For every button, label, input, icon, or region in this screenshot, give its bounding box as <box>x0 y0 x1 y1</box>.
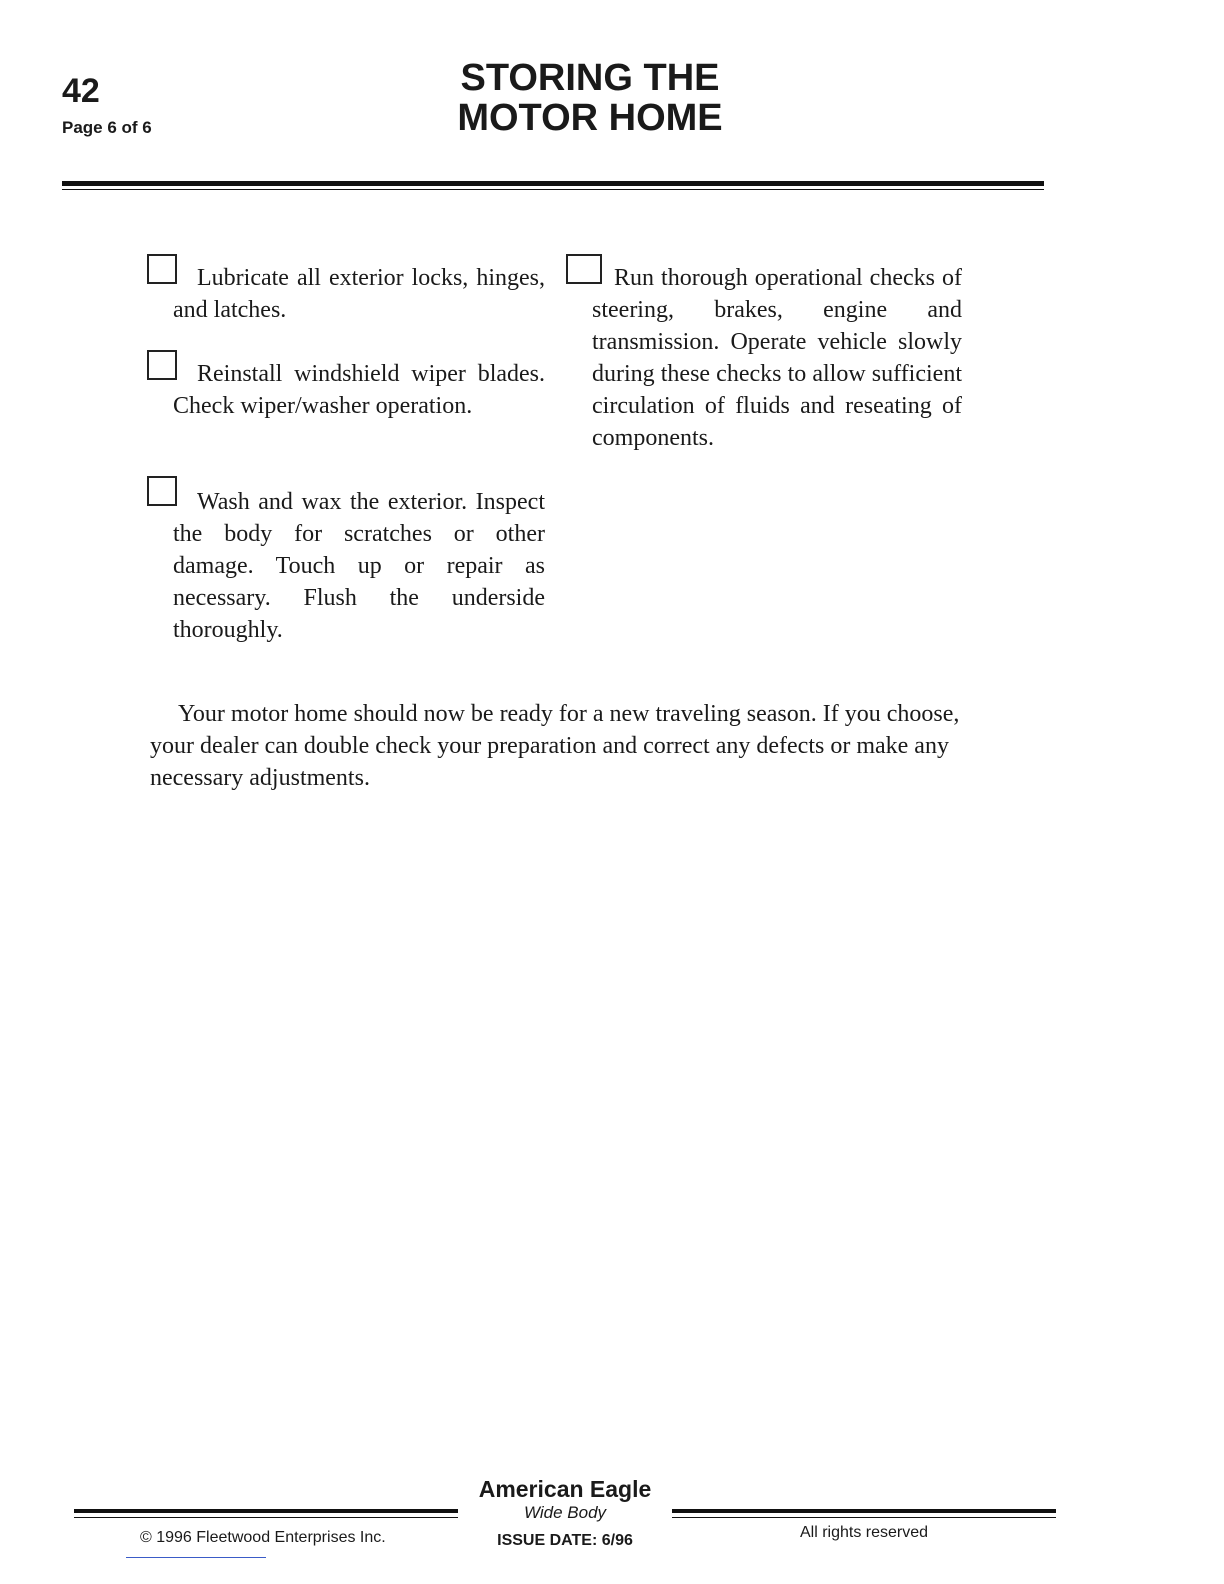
footer-copyright: © 1996 Fleetwood Enterprises Inc. <box>140 1529 386 1546</box>
page-title-line-2: MOTOR HOME <box>457 97 723 139</box>
checkbox[interactable] <box>147 254 177 284</box>
checklist-item-text: Wash and wax the exterior. Inspect the body for scratches or other damage. Touch up or repair as necessary. Flush the underside thoroughly. <box>173 489 545 643</box>
checkbox[interactable] <box>566 254 602 284</box>
checklist-item <box>147 262 545 326</box>
footer-divider-left-thin <box>74 1517 458 1518</box>
footer-divider-right-thin <box>672 1517 1056 1518</box>
copyright-underline <box>126 1557 266 1558</box>
checklist-item <box>566 262 962 454</box>
footer-brand: American Eagle <box>478 1476 652 1502</box>
page-number: 42 <box>62 72 100 110</box>
footer-divider-left <box>74 1509 458 1513</box>
footer-issue-date: ISSUE DATE: 6/96 <box>497 1532 633 1549</box>
checklist-item <box>147 486 545 646</box>
page-title-line-1: STORING THE <box>460 57 720 99</box>
closing-paragraph: Your motor home should now be ready for a new traveling season. If you choose, your dealer can double check your preparation and correct any defects or make any necessary adjustments. <box>150 701 960 791</box>
checklist-item-text: Reinstall windshield wiper blades. Check wiper/washer operation. <box>173 361 545 419</box>
checklist-item-text: Run thorough operational checks of steering, brakes, engine and transmission. Operate vehicle slowly during these checks to allow sufficient circulation of fluids and reseating of components. <box>592 265 962 451</box>
checkbox[interactable] <box>147 476 177 506</box>
header-divider <box>62 181 1044 186</box>
page-count: Page 6 of 6 <box>62 118 152 137</box>
checklist-item <box>147 358 545 422</box>
header-divider-thin <box>62 189 1044 190</box>
footer-model: Wide Body <box>523 1503 607 1522</box>
checkbox[interactable] <box>147 350 177 380</box>
footer-rights: All rights reserved <box>800 1524 929 1541</box>
checklist-item-text: Lubricate all exterior locks, hinges, and latches. <box>173 265 545 323</box>
footer-divider-right <box>672 1509 1056 1513</box>
